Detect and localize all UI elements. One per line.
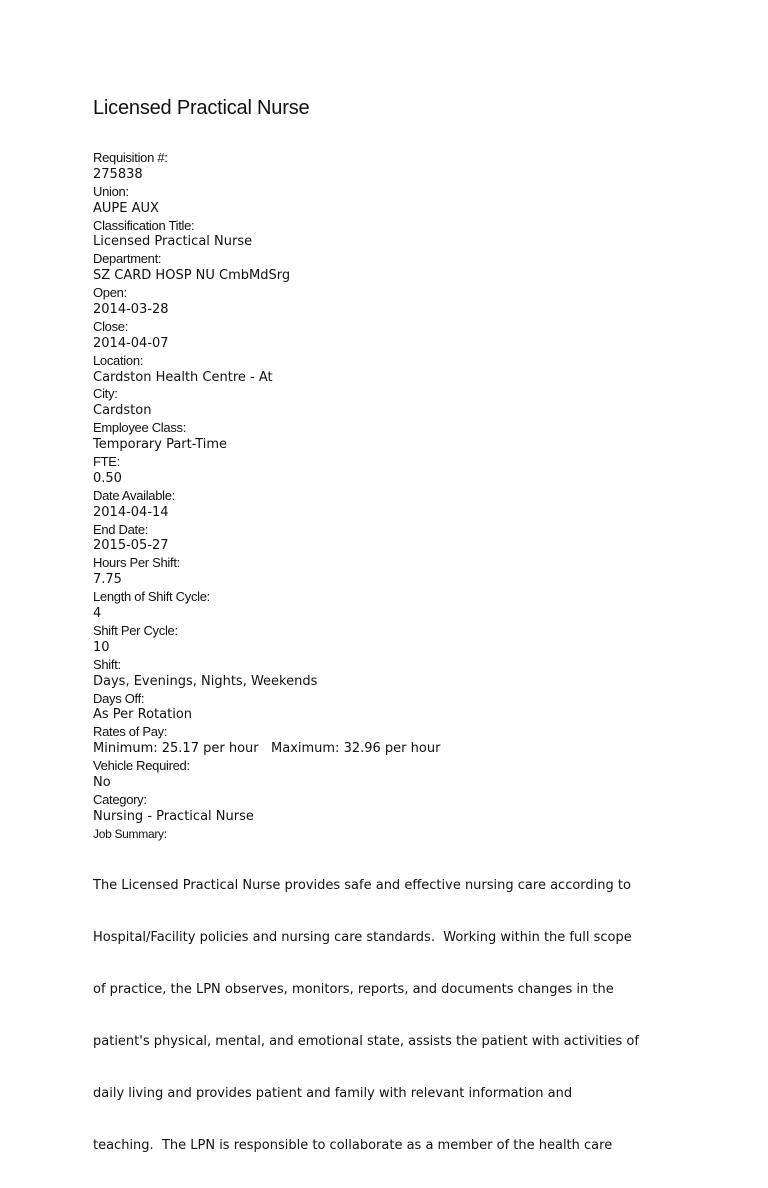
field-end-date: [93, 522, 733, 556]
field-value: 10: [93, 639, 110, 655]
field-label: Department:: [93, 251, 162, 267]
field-label: Location:: [93, 352, 144, 368]
field-classification-title: [93, 218, 733, 252]
field-value: Cardston: [93, 403, 152, 419]
field-value: SZ CARD HOSP NU CmbMdSrg: [93, 268, 291, 284]
field-value: 0.50: [93, 470, 122, 486]
field-value: 275838: [93, 166, 143, 182]
field-department: [93, 251, 733, 285]
field-label: End Date:: [93, 521, 149, 537]
requisition-fields: [93, 150, 733, 1188]
field-label: Classification Title:: [93, 217, 195, 233]
field-label: Vehicle Required:: [93, 758, 190, 774]
job-summary-line: patient's physical, mental, and emotional state, assists the patient with activities of: [93, 1033, 639, 1049]
job-summary-line: The Licensed Practical Nurse provides safe and effective nursing care according to: [93, 878, 631, 894]
job-summary-line: teaching. The LPN is responsible to collaborate as a member of the health care: [93, 1137, 613, 1153]
job-summary-line: Hospital/Facility policies and nursing care standards. Working within the full scope: [93, 930, 632, 945]
field-shift: [93, 657, 733, 691]
field-value: Days, Evenings, Nights, Weekends: [93, 673, 318, 689]
field-value: Cardston Health Centre - At: [93, 369, 273, 385]
field-union: [93, 184, 733, 218]
field-value: No: [93, 774, 111, 790]
job-summary-line: of practice, the LPN observes, monitors, reports, and documents changes in the: [93, 981, 614, 997]
field-close: [93, 319, 733, 353]
field-label: Open:: [93, 285, 127, 301]
field-label: Employee Class:: [93, 420, 187, 436]
job-summary-label: Job Summary:: [93, 826, 167, 841]
field-value: AUPE AUX: [93, 200, 159, 216]
field-hours-per-shift: [93, 555, 733, 589]
field-label: Category:: [93, 791, 147, 807]
field-value: 2015-05-27: [93, 538, 169, 554]
field-fte: [93, 454, 733, 488]
field-label: Close:: [93, 318, 129, 334]
field-label: Days Off:: [93, 690, 145, 706]
field-value: Licensed Practical Nurse: [93, 234, 253, 250]
field-label: Requisition #:: [93, 150, 168, 165]
field-city: [93, 386, 733, 420]
field-value: Temporary Part-Time: [93, 437, 228, 453]
field-value: 2014-04-14: [93, 504, 169, 520]
field-length-of-shift-cycle: [93, 589, 733, 623]
job-summary-line: daily living and provides patient and family with relevant information and: [93, 1085, 573, 1101]
field-label: Rates of Pay:: [93, 724, 168, 740]
field-location: [93, 353, 733, 387]
field-value: 4: [93, 606, 102, 622]
field-value: As Per Rotation: [93, 707, 193, 723]
field-value: 7.75: [93, 572, 122, 588]
field-value: 2014-03-28: [93, 302, 169, 318]
page-title: Licensed Practical Nurse: [93, 97, 310, 119]
field-label: Length of Shift Cycle:: [93, 589, 210, 605]
field-label: Hours Per Shift:: [93, 555, 180, 571]
field-employee-class: [93, 420, 733, 454]
field-open: [93, 285, 733, 319]
field-category: [93, 792, 733, 826]
field-job-summary: [93, 826, 733, 1188]
field-value: Nursing - Practical Nurse: [93, 808, 254, 824]
field-rates-of-pay: [93, 724, 733, 758]
field-label: Shift:: [93, 656, 121, 672]
job-summary-text: [93, 843, 733, 1188]
field-requisition: [93, 150, 733, 184]
field-vehicle-required: [93, 758, 733, 792]
field-date-available: [93, 488, 733, 522]
field-label: Union:: [93, 183, 129, 199]
field-label: Date Available:: [93, 487, 175, 503]
field-shift-per-cycle: [93, 623, 733, 657]
field-days-off: [93, 691, 733, 725]
field-value: Minimum: 25.17 per hour Maximum: 32.96 per hour: [93, 741, 441, 757]
field-value: 2014-04-07: [93, 335, 169, 351]
field-label: FTE:: [93, 454, 120, 470]
job-posting: [93, 96, 733, 1188]
field-label: Shift Per Cycle:: [93, 622, 178, 638]
field-label: City:: [93, 386, 118, 402]
